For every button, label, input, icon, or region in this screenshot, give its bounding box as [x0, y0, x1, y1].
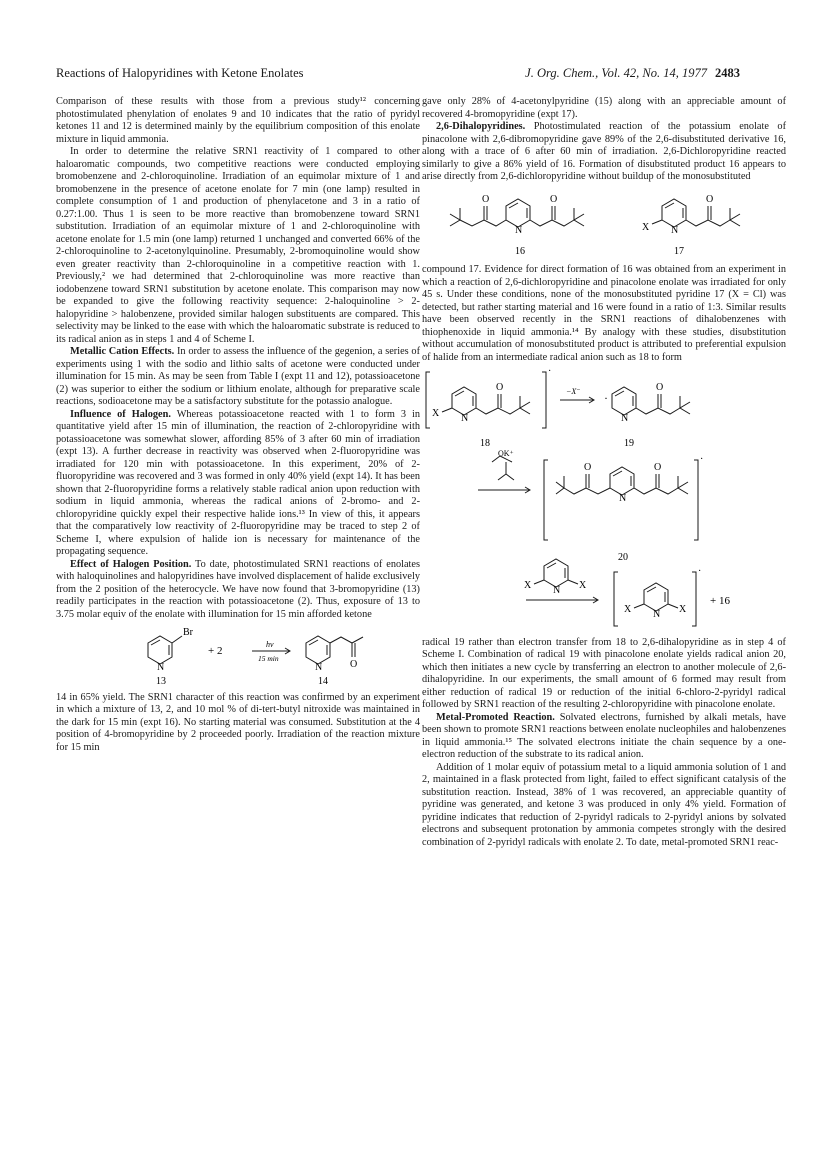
section-heading: Metallic Cation Effects.	[70, 346, 175, 357]
paragraph-metal-promoted	[422, 712, 786, 762]
plus-two-label: + 2	[208, 645, 223, 657]
compound-18-label: 18	[480, 438, 490, 449]
page-number: 2483	[715, 66, 740, 80]
running-title: Reactions of Halopyridines with Ketone Enolates	[56, 66, 304, 80]
mechanism-scheme	[422, 364, 786, 637]
paragraph-text: Photostimulated reaction of the potassium enolate of pinacolone with 2,6-dibromopyridine gave 89% of the 2,6-disubstituted derivative 16, along with a trace of 6 after 60 min of irradiation. 2,6-Dichloropyridine reacted similarly to give a 86% yield of 16. Formation of disubstituted product 16 appears to arise directly from 2,6-dichloropyridine without buildup of the monosubstituted	[422, 121, 787, 182]
ring-n-label: N	[653, 609, 661, 620]
paragraph: In order to determine the relative SRN1 reactivity of 1 compared to other haloaromatic compounds, two competitive reactions were conducted employing bromobenzene and 2-chloroquinoline. Irradiation of an equimolar mixture of 1 and bromobenzene in the presence of acetone enolate for 7 min (one lamp) resulted in complete consumption of 1 and production of phenylacetone and 3 in a ratio of 0.27:1.00. Thus 1 is seen to be more reactive than bromobenzene toward SRN1 substitution. Irradiation of an equimolar mixture of 1 and 2-chloroquinoline with acetone enolate for 1.5 min (one lamp) returned 1 unchanged and converted 66% of the 2-chloroquinoline to 2-acetonylquinoline. Presumably, 2-bromoquinoline would show even greater reactivity than 2-chloroquinoline in a competitive reaction with 1. Previously,² we had determined that 2-chloroquinoline was more reactive than iodobenzene toward SRN1 substitution by acetone enolate. This comparison may now be expanded to give the following reactivity sequence: 2-haloquinoline > 2-halopyridine > halobenzene, provided similar halogen substituents are compared. This selectivity may be linked to the ease with which the haloaromatic substrate is reduced to its radical anion as in steps 1 and 4 of Scheme I.	[56, 146, 420, 345]
carbonyl-o-label: O	[654, 462, 662, 473]
compound-19-label: 19	[624, 438, 634, 449]
left-column	[56, 96, 420, 754]
carbonyl-o-label: O	[584, 462, 592, 473]
ring-n-label: N	[515, 224, 523, 236]
section-heading: Influence of Halogen.	[70, 408, 171, 420]
ring-n-label: N	[157, 662, 165, 673]
right-column	[422, 96, 786, 849]
journal-citation	[525, 66, 740, 81]
paragraph: compound 17. Evidence for direct formation of 16 was obtained from an experiment in which a reaction of 2,6-dichloropyridine and pinacolone enolate was irradiated for only 45 s. Under these conditions, none of the monosubstituted pyridine 17 (X = Cl) was detected, but rather starting material and 16 were found in a ratio of 1:3. Similar results have been observed recently in the SRN1 reactions of dihalobenzenes with thiophenoxide in liquid ammonia.¹⁴ By analogy with these studies, disubstitution without accumulation of monosubstituted product is attributed to preferential expulsion of halide from an intermediate radical anion such as 18 to form	[422, 264, 786, 363]
halogen-x-label: X	[679, 604, 687, 615]
paragraph: gave only 28% of 4-acetonylpyridine (15) along with an appreciable amount of recovered 4-bromopyridine (expt 17).	[422, 96, 786, 120]
time-label: 15 min	[258, 654, 279, 663]
bromo-label: Br	[183, 627, 193, 638]
paragraph-text: Solvated electrons, furnished by alkali metals, have been shown to promote SRN1 reactions between enolate nucleophiles and halobenzenes in liquid ammonia.¹⁵ The solvated electrons initiate the chain sequence by a one-electron reduction of the substrate to its radical anion.	[422, 711, 787, 760]
paragraph-halogen	[56, 409, 420, 559]
carbonyl-o-label: O	[350, 659, 358, 670]
loss-of-halide-label: −X⁻	[566, 387, 581, 396]
radical-anion-mark: ·	[698, 566, 702, 577]
section-heading: Metal-Promoted Reaction.	[436, 711, 555, 723]
halogen-x-label: X	[579, 580, 587, 591]
compound-17-label: 17	[674, 245, 684, 257]
hv-label: hν	[266, 640, 274, 649]
ring-n-label: N	[315, 662, 323, 673]
paragraph-halogen-position	[56, 559, 420, 622]
ring-n-label: N	[621, 413, 629, 424]
halogen-x-label: X	[624, 604, 632, 615]
radical-anion-mark: ·	[548, 366, 552, 377]
compound-20-label: 20	[618, 552, 628, 563]
enolate-label: OK⁺	[498, 449, 514, 458]
structures-16-17	[422, 184, 786, 265]
radical-anion-mark: ·	[700, 454, 704, 465]
carbonyl-o-label: O	[550, 193, 558, 205]
ring-n-label: N	[461, 413, 469, 424]
carbonyl-o-label: O	[656, 382, 664, 393]
paragraph-text: In order to assess the influence of the gegenion, a series of experiments using 1 with the sodio and lithio salts of acetone were conducted under illumination for 15 min. As may be seen from Table I (expt 11 and 12), potassioacetone (2) was superior to either the sodium or lithium enolate, although for preparative scale reactions, sodioacetone may be a satisfactory substitute for the potassio analogue.	[56, 346, 421, 407]
compound-16-label: 16	[515, 245, 525, 257]
radical-dot: ·	[604, 391, 608, 405]
halogen-x-label: X	[432, 408, 440, 419]
paragraph-text: To date, photostimulated SRN1 reactions of enolates with haloquinolines and halopyridines have involved displacement of halide exclusively from the 2 position of the heterocycle. We have now found that 3-bromopyridine (13) readily participates in the reaction with potassioacetone (2). Thus, exposure of 13 to 3.75 molar equiv of the enolate with illumination for 15 min afforded ketone	[56, 558, 420, 620]
halogen-x-label: X	[642, 221, 650, 233]
paragraph: 14 in 65% yield. The SRN1 character of this reaction was confirmed by an experiment in which a mixture of 13, 2, and 10 mol % of di-tert-butyl nitroxide was maintained in the dark for 15 min (expt 16). No starting material was consumed. Substitution at the 4 position of 4-bromopyridine by 2 proceeded poorly. Irradiation of the reaction mixture for 15 min	[56, 691, 420, 753]
plus-16-label: + 16	[710, 595, 730, 607]
halogen-x-label: X	[524, 580, 532, 591]
paragraph-metallic-cation	[56, 346, 420, 409]
paragraph-text: Whereas potassioacetone reacted with 1 to form 3 in quantitative yield after 15 min of illumination, the reaction of 2-chloropyridine with potassioacetone was somewhat slower, affording 85% of 3 after 60 min of irradiation (expt 13). A further decrease in reactivity was observed when 2-fluoropyridine was irradiated for 120 min with potassioacetone. In this experiment, 20% of 2-fluoropyridine was recovered and 3 was formed in only 40% yield (expt 14). It has been shown that 2-fluoropyridine forms a relatively stable radical anion upon reduction with sodium in liquid ammonia, whereas the radical anions of 2-bromo- and 2-chloropyridine quickly expel their respective halide ions.¹³ In view of this, it appears that the comparatively low reactivity of 2-fluoropyridine may be traced to step 2 of Scheme I, where expulsion of halide ion is necessary for maintenance of the propagating sequence.	[56, 408, 421, 557]
ring-n-label: N	[671, 224, 679, 236]
carbonyl-o-label: O	[496, 382, 504, 393]
compound-14-label: 14	[318, 676, 328, 687]
structures-16-17-drawing	[422, 184, 786, 260]
ring-n-label: N	[553, 585, 561, 596]
compound-13-label: 13	[156, 676, 166, 687]
journal-name: J. Org. Chem., Vol. 42, No. 14, 1977	[525, 66, 707, 80]
mechanism-scheme-drawing	[422, 364, 786, 632]
paragraph: Comparison of these results with those from a previous study¹² concerning photostimulated phenylation of enolates 9 and 10 indicates that the ratio of pyridyl ketones 11 and 12 is determined mainly by the equilibrium composition of this enolate mixture in liquid ammonia.	[56, 96, 420, 145]
carbonyl-o-label: O	[706, 193, 714, 205]
reaction-scheme-13-14-drawing	[56, 621, 420, 687]
section-heading: Effect of Halogen Position.	[70, 558, 192, 570]
paragraph: Addition of 1 molar equiv of potassium metal to a liquid ammonia solution of 1 and 2, maintained in a flask protected from light, failed to effect significant catalysis of the substitution reaction. Instead, 38% of 1 was recovered, an appreciable quantity of pyridine was generated, and ketone 3 was produced in only 4% yield. Formation of pyridine indicates that reduction of 2-pyridyl radicals to 2-pyridyl anions by solvated electrons and subsequent protonation by ammonia competes strongly with the desired combination of 2-pyridyl radicals with enolate 2. To date, metal-promoted SRN1 reac-	[422, 761, 786, 848]
ring-n-label: N	[619, 493, 627, 504]
carbonyl-o-label: O	[482, 193, 490, 205]
reaction-scheme-13-14	[56, 621, 420, 692]
paragraph: radical 19 rather than electron transfer from 18 to 2,6-dihalopyridine as in step 4 of Scheme I. Combination of radical 19 with pinacolone enolate yields radical anion 20, which then initiates a new cycle by transferring an electron to another molecule of 2,6-dihalopyridine. In our experiments, the small amount of 6 formed may result from either reduction of radical 19 or reduction of the initial 6-chloro-2-pyridyl radical followed by SRN1 reaction of the resulting 2-chloropyridine with pinacolone enolate.	[422, 636, 786, 710]
section-heading: 2,6-Dihalopyridines.	[436, 121, 526, 132]
paragraph-dihalopyridines	[422, 121, 786, 184]
